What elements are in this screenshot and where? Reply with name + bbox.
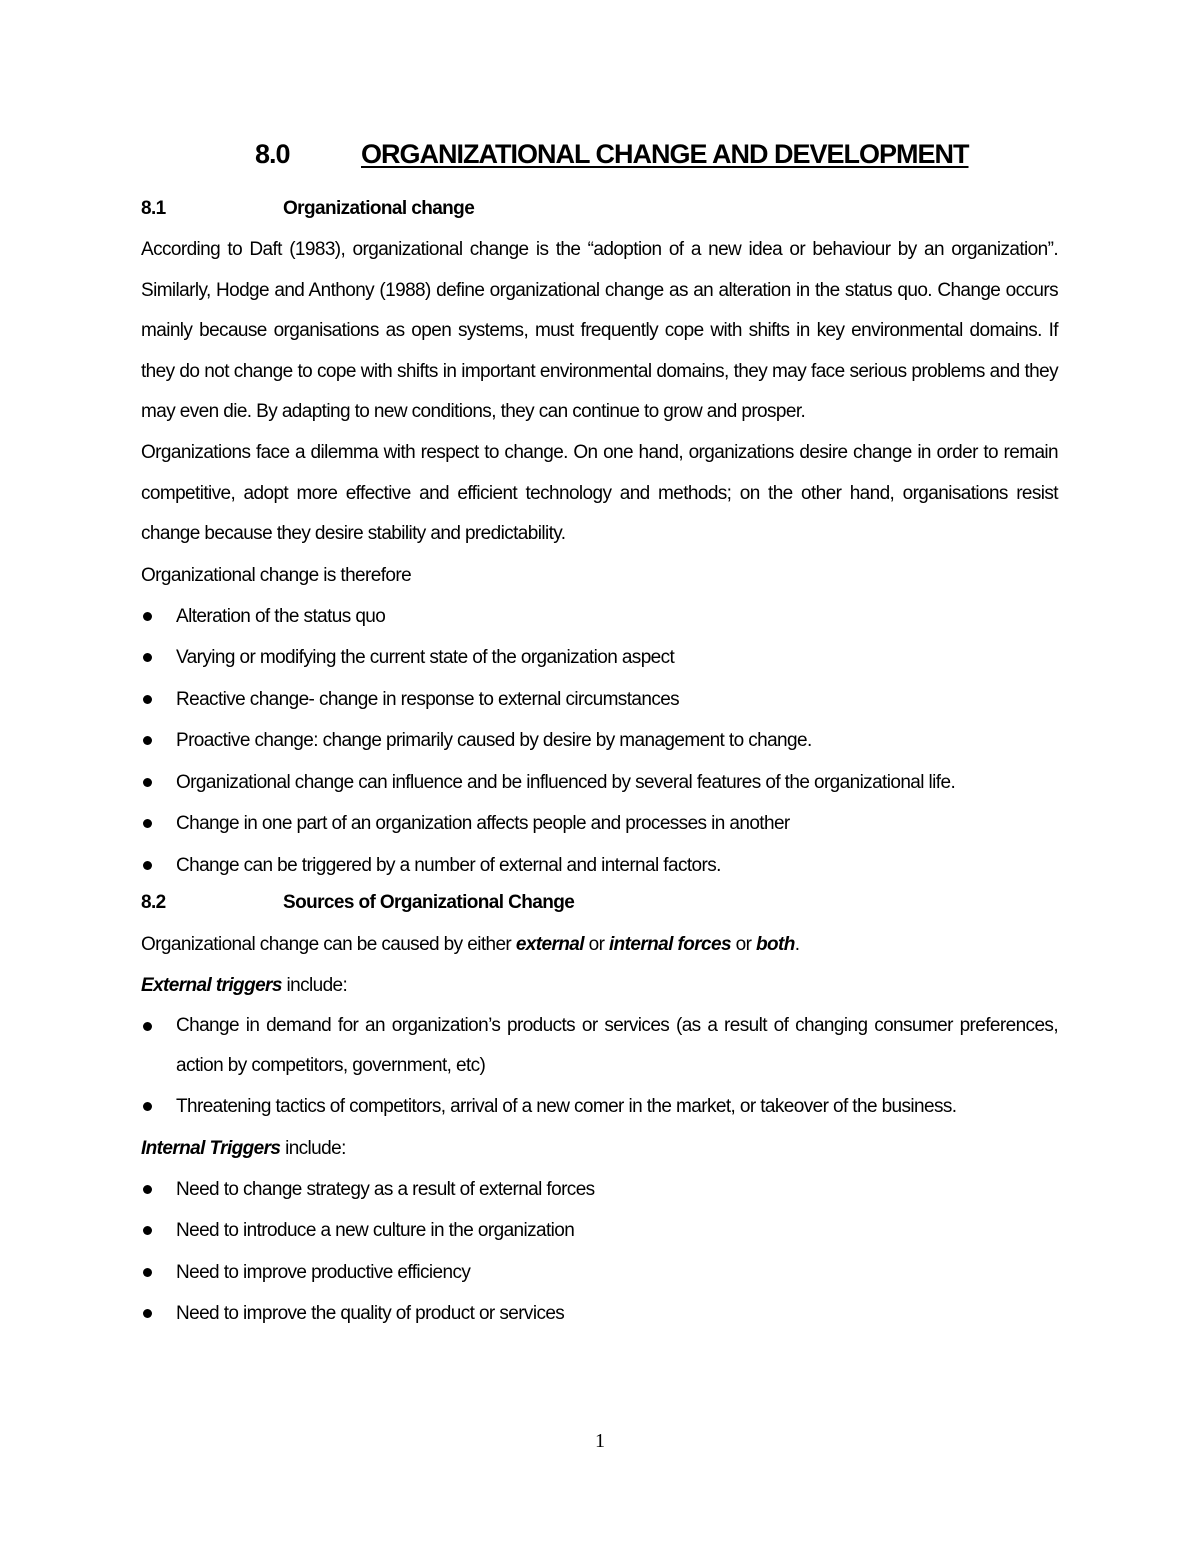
label-suffix: include: <box>280 1137 346 1159</box>
list-item-text: Varying or modifying the current state of the organization aspect <box>176 647 675 669</box>
internal-triggers-label <box>141 1128 1058 1169</box>
page-content <box>141 136 1058 1335</box>
paragraph-dilemma: Organizations face a dilemma with respect to change. On one hand, organizations desire change in order to remain competitive, adopt more effective and efficient technology and methods; on the other hand, organisations resist change because they desire stability and predictability. <box>141 441 1058 545</box>
list-item-text: Threatening tactics of competitors, arrival of a new comer in the market, or takeover of the business. <box>176 1096 957 1118</box>
list-item-text: Reactive change- change in response to external circumstances <box>176 688 680 710</box>
intro-text: or <box>730 934 756 956</box>
bullet-icon <box>143 695 152 704</box>
page-number: 1 <box>595 1430 605 1452</box>
chapter-heading <box>141 136 1058 172</box>
internal-triggers-title: Internal Triggers <box>141 1137 281 1159</box>
intro-text: or <box>583 934 609 956</box>
bullet-icon <box>143 1022 152 1031</box>
list-item <box>141 596 1058 638</box>
list-item-text: Organizational change can influence and be influenced by several features of the organizational life. <box>176 771 956 793</box>
list-item <box>141 762 1058 804</box>
list-item-text: Need to improve the quality of product or services <box>176 1303 565 1325</box>
list-item-text: Change in one part of an organization affects people and processes in another <box>176 813 790 835</box>
chapter-number: 8.0 <box>255 139 290 169</box>
section-heading-8-1 <box>141 194 1058 224</box>
list-item-text: Proactive change: change primarily caused by desire by management to change. <box>176 730 812 752</box>
external-triggers-title: External triggers <box>141 975 282 997</box>
section-number: 8.2 <box>141 892 166 914</box>
bullet-icon <box>143 1309 152 1318</box>
external-triggers-label <box>141 965 1058 1006</box>
section-heading-8-2 <box>141 888 1058 918</box>
bullet-icon <box>143 1226 152 1235</box>
list-item <box>141 679 1058 721</box>
list-item-text: Change in demand for an organization’s products or services (as a result of changing consumer preferences, action by competitors, government, etc) <box>176 1015 1058 1077</box>
paragraph-definition: According to Daft (1983), organizational change is the “adoption of a new idea or behaviour by an organization”. Similarly, Hodge and Anthony (1988) define organizational change as an alteration in the status quo. Change occurs mainly because organisations as open systems, must frequently cope with shifts in key environmental domains. If they do not change to cope with shifts in important environmental domains, they may face serious problems and they may even die. By adapting to new conditions, they can continue to grow and prosper. <box>141 239 1058 423</box>
list-item <box>141 1086 1058 1128</box>
bullet-icon <box>143 819 152 828</box>
bullet-icon <box>143 1185 152 1194</box>
list-item <box>141 637 1058 679</box>
bullet-icon <box>143 1268 152 1277</box>
list-item-text: Need to improve productive efficiency <box>176 1261 471 1283</box>
internal-triggers-list <box>141 1169 1058 1335</box>
list-item-text: Change can be triggered by a number of external and internal factors. <box>176 854 721 876</box>
list-item <box>141 845 1058 887</box>
list-item <box>141 1006 1058 1086</box>
list-item-text: Need to introduce a new culture in the organization <box>176 1220 575 1242</box>
chapter-title: ORGANIZATIONAL CHANGE AND DEVELOPMENT <box>361 139 969 169</box>
bullet-icon <box>143 1102 152 1111</box>
intro-text: . <box>794 934 800 956</box>
bullet-icon <box>143 778 152 787</box>
section-title: Organizational change <box>283 198 475 219</box>
emphasis-internal: internal forces <box>608 934 731 956</box>
list-item <box>141 1252 1058 1294</box>
section-number: 8.1 <box>141 198 166 219</box>
change-characteristics-list <box>141 596 1058 887</box>
sources-intro <box>141 924 1058 965</box>
list-item-text: Alteration of the status quo <box>176 605 386 627</box>
bullet-icon <box>143 653 152 662</box>
list-item <box>141 1169 1058 1211</box>
bullet-icon <box>143 612 152 621</box>
list-item <box>141 720 1058 762</box>
bullet-icon <box>143 736 152 745</box>
emphasis-external: external <box>515 934 584 956</box>
list-item-text: Need to change strategy as a result of external forces <box>176 1178 595 1200</box>
list-item <box>141 803 1058 845</box>
external-triggers-list <box>141 1006 1058 1128</box>
section-title: Sources of Organizational Change <box>283 892 575 914</box>
emphasis-both: both <box>755 934 795 956</box>
label-suffix: include: <box>281 975 348 997</box>
list-item <box>141 1210 1058 1252</box>
list-intro: Organizational change is therefore <box>141 564 412 586</box>
bullet-icon <box>143 861 152 870</box>
list-item <box>141 1293 1058 1335</box>
intro-text: Organizational change can be caused by either <box>141 934 516 956</box>
